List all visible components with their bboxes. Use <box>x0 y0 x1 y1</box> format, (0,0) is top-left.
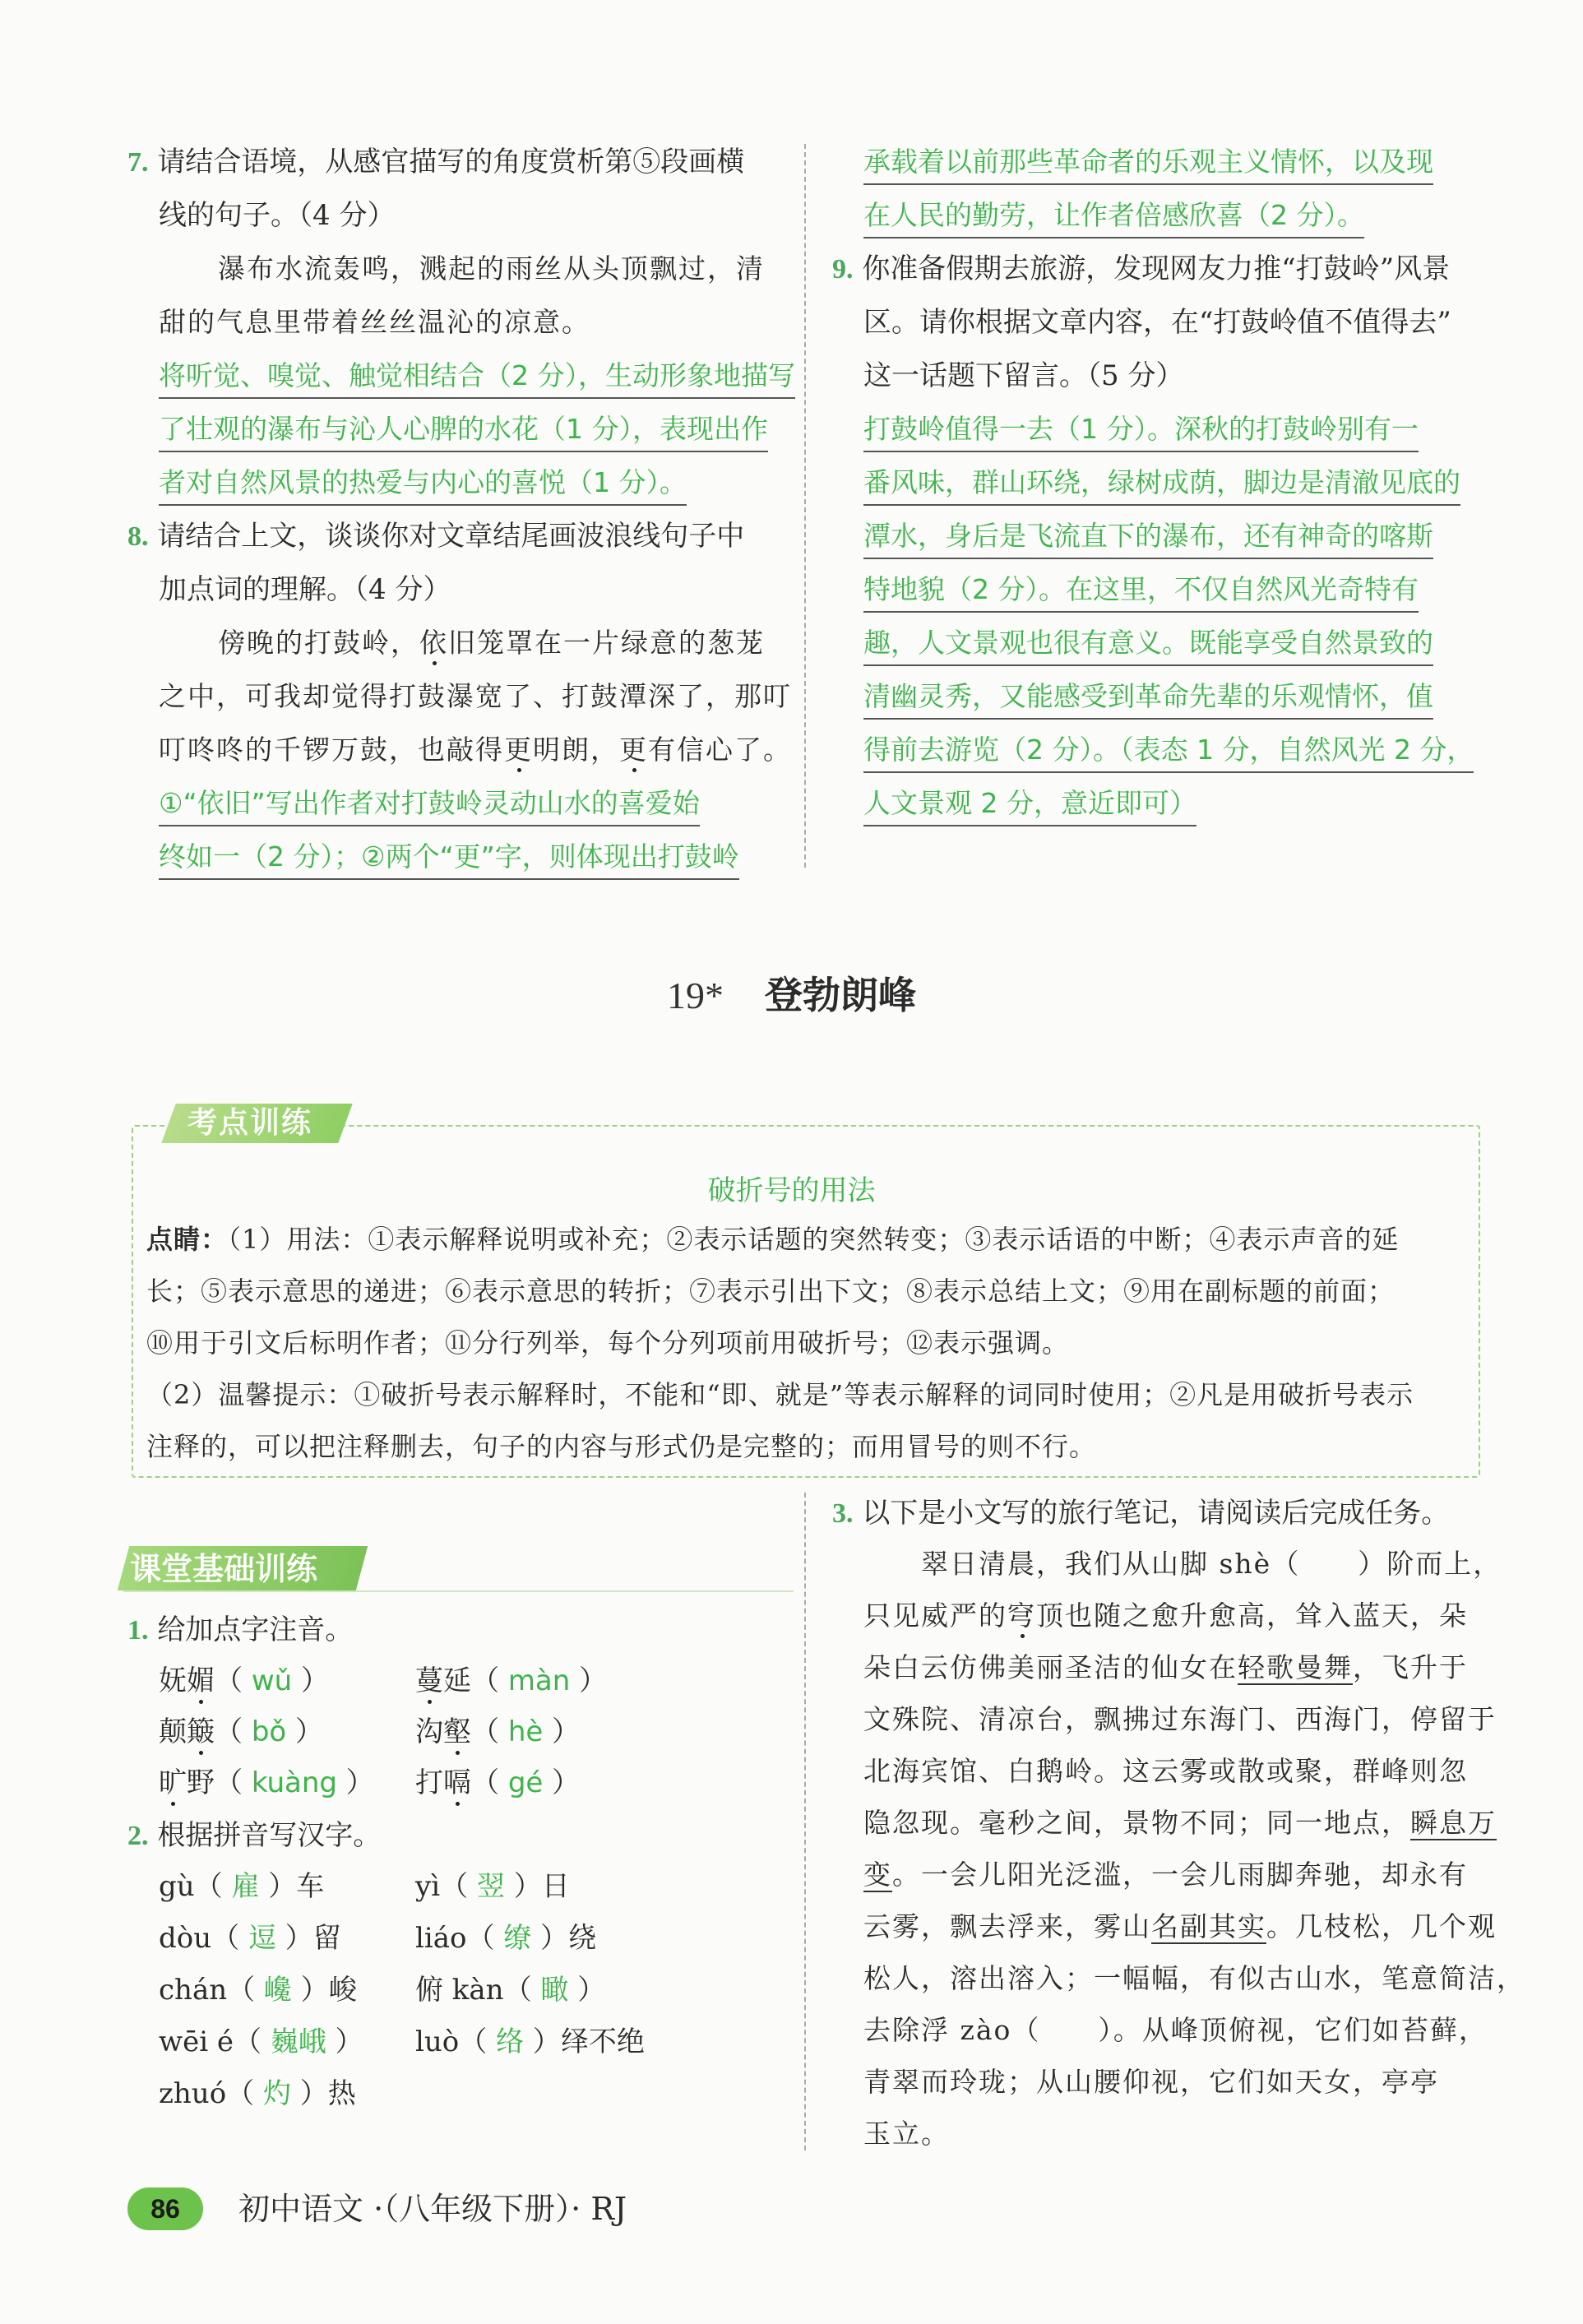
q7-answer-line3: 者对自然风景的热爱与内心的喜悦（1 分）。 <box>159 465 687 506</box>
q7-answer-line2: 了壮观的瀑布与沁人心脾的水花（1 分），表现出作 <box>159 411 768 452</box>
lesson-title: 19* 登勃朗峰 <box>667 973 916 1017</box>
q2-item-5: chán（ 巉 ）峻 <box>159 1974 357 2007</box>
q3-text-line6: 隐忽现。毫秒之间，景物不同；同一地点，瞬息万 <box>863 1807 1497 1839</box>
q2-item-2: yì（ 翌 ）日 <box>415 1870 570 1903</box>
q8-answer-line1: ①“依旧”写出作者对打鼓岭灵动山水的喜爱始 <box>159 785 700 826</box>
q8-quote-line2: 之中，可我却觉得打鼓瀑宽了、打鼓潭深了，那叮 <box>159 680 792 712</box>
q8-quote-line1: 傍晚的打鼓岭，依旧笼罩在一片绿意的葱茏 <box>218 627 765 659</box>
ketang-rule <box>123 1590 794 1592</box>
q3-text-line1: 翠日清晨，我们从山脚 shè（ ）阶而上， <box>921 1548 1502 1580</box>
q7-stem-line2: 线的句子。（4 分） <box>159 199 396 232</box>
q3-text-line5: 北海宾馆、白鹅岭。这云雾或散或聚，群峰则忽 <box>863 1755 1468 1787</box>
column-divider-top <box>804 144 806 868</box>
q3-text-line8: 云雾，飘去浮来，雾山名副其实。几枝松，几个观 <box>863 1910 1497 1942</box>
q9-stem-line2: 区。请你根据文章内容，在“打鼓岭值不值得去” <box>863 306 1451 339</box>
kaodian-line2: 长；⑤表示意思的递进；⑥表示意思的转折；⑦表示引出下文；⑧表示总结上文；⑨用在副标题的前面； <box>146 1275 1396 1307</box>
q9-answer-line1: 打鼓岭值得一去（1 分）。深秋的打鼓岭别有一 <box>863 411 1419 452</box>
q9-answer-line6: 清幽灵秀，又能感受到革命先辈的乐观情怀，值 <box>863 678 1433 720</box>
q3-text-line12: 玉立。 <box>863 2118 950 2150</box>
q7-quote-line2: 甜的气息里带着丝丝温沁的凉意。 <box>159 306 590 338</box>
q1-item-3: 颠簸（ bǒ ） <box>159 1715 324 1748</box>
q3-text-line9: 松人，溶出溶入；一幅幅，有似古山水，笔意简洁， <box>863 1962 1525 1994</box>
q9-answer-line2: 番风味，群山环绕，绿树成荫，脚边是清澈见底的 <box>863 465 1460 506</box>
q9-answer-line7: 得前去游览（2 分）。（表态 1 分，自然风光 2 分， <box>863 732 1474 773</box>
q1-item-2: 蔓延（ màn ） <box>415 1664 608 1697</box>
q9-stem-line1: 9. 你准备假期去旅游，发现网友力推“打鼓岭”风景 <box>832 252 1451 285</box>
page-number: 86 <box>150 2194 180 2224</box>
q3-stem: 3. 以下是小文写的旅行笔记，请阅读后完成任务。 <box>832 1497 1450 1530</box>
q8-quote-line3: 叮咚咚的千锣万鼓，也敲得更明朗，更有信心了。 <box>159 734 792 766</box>
q1-item-6: 打嗝（ gé ） <box>415 1766 581 1799</box>
q2-item-9: zhuó（ 灼 ）热 <box>159 2077 356 2110</box>
q7-stem-line1: 7. 请结合语境，从感官描写的角度赏析第⑤段画横 <box>127 146 745 178</box>
q1-item-4: 沟壑（ hè ） <box>415 1715 581 1748</box>
q9-answer-line4: 特地貌（2 分）。在这里，不仅自然风光奇特有 <box>863 572 1419 613</box>
q2-stem: 2. 根据拼音写汉字。 <box>127 1819 382 1852</box>
q8-answer-cont-line1: 承载着以前那些革命者的乐观主义情怀，以及现 <box>863 144 1433 185</box>
q2-item-3: dòu（ 逗 ）留 <box>159 1922 341 1955</box>
q3-text-line10: 去除浮 zào（ ）。从峰顶俯视，它们如苔藓， <box>863 2014 1488 2046</box>
ketang-tab-label: 课堂基础训练 <box>130 1551 318 1587</box>
kaodian-line5: 注释的，可以把注释删去，句子的内容与形式仍是完整的；而用冒号的则不行。 <box>146 1431 1097 1462</box>
q1-stem: 1. 给加点字注音。 <box>127 1613 354 1646</box>
q3-text-line2: 只见威严的穹顶也随之愈升愈高，耸入蓝天，朵 <box>863 1599 1468 1632</box>
kaodian-heading: 破折号的用法 <box>707 1174 876 1207</box>
q9-answer-line3: 潭水，身后是飞流直下的瀑布，还有神奇的喀斯 <box>863 518 1433 559</box>
q8-answer-cont-line2: 在人民的勤劳，让作者倍感欣喜（2 分）。 <box>863 197 1364 238</box>
q8-stem-line1: 8. 请结合上文，谈谈你对文章结尾画波浪线句子中 <box>127 520 745 553</box>
kaodian-tab-label: 考点训练 <box>187 1106 313 1140</box>
kaodian-line1: 点睛：（1）用法：①表示解释说明或补充；②表示话题的突然转变；③表示话语的中断；④表示声音的延 <box>146 1224 1400 1255</box>
kaodian-line3: ⑩用于引文后标明作者；⑪分行列举，每个分列项前用破折号；⑫表示强调。 <box>146 1327 1070 1359</box>
q2-item-8: luò（ 络 ）绎不绝 <box>415 2025 645 2058</box>
q8-stem-line2: 加点词的理解。（4 分） <box>159 573 451 606</box>
q7-quote-line1: 瀑布水流轰鸣，溅起的雨丝从头顶飘过，清 <box>218 252 765 285</box>
q7-answer-line1: 将听觉、嗅觉、触觉相结合（2 分），生动形象地描写 <box>159 358 795 399</box>
book-title: 初中语文 ·（八年级下册）· RJ <box>238 2191 627 2227</box>
q1-item-5: 旷野（ kuàng ） <box>159 1766 374 1799</box>
q2-item-4: liáo（ 缭 ）绕 <box>415 1922 597 1955</box>
q2-item-7: wēi é（ 巍峨 ） <box>159 2025 363 2058</box>
q3-text-line3: 朵白云仿佛美丽圣洁的仙女在轻歌曼舞，飞升于 <box>863 1651 1468 1683</box>
q3-text-line11: 青翠而玲珑；从山腰仰视，它们如天女，亭亭 <box>863 2066 1439 2098</box>
q3-text-line7: 变。一会儿阳光泛滥，一会儿雨脚奔驰，却永有 <box>863 1859 1468 1891</box>
q1-item-1: 妩媚（ wǔ ） <box>159 1664 329 1697</box>
q8-answer-line2: 终如一（2 分）；②两个“更”字，则体现出打鼓岭 <box>159 839 739 880</box>
q9-stem-line3: 这一话题下留言。（5 分） <box>863 359 1184 392</box>
q2-item-1: gù（ 雇 ）车 <box>159 1870 325 1903</box>
kaodian-line4: （2）温馨提示：①破折号表示解释时，不能和“即、就是”等表示解释的词同时使用；②凡是用破折号表示 <box>146 1379 1414 1410</box>
q9-answer-line8: 人文景观 2 分，意近即可） <box>863 785 1197 826</box>
q9-answer-line5: 趣，人文景观也很有意义。既能享受自然景致的 <box>863 625 1433 666</box>
column-divider-bottom <box>804 1493 806 2150</box>
q2-item-6: 俯 kàn（ 瞰 ） <box>415 1974 606 2007</box>
q3-text-line4: 文殊院、清凉台，飘拂过东海门、西海门，停留于 <box>863 1703 1497 1735</box>
